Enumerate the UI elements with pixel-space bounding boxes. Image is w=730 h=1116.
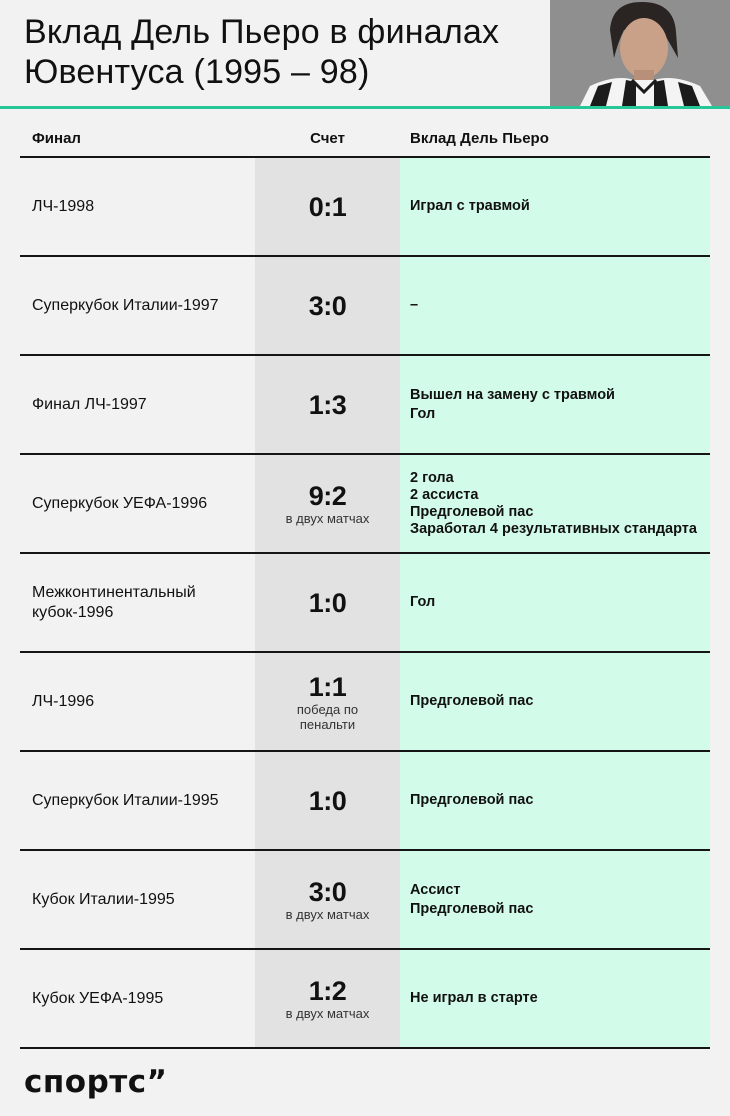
contribution-cell	[410, 455, 700, 552]
contribution-item: Предголевой пас	[410, 900, 534, 917]
score-note: победа по пенальти	[296, 701, 359, 732]
score-cell	[255, 653, 400, 750]
score-cell	[255, 554, 400, 651]
contribution-item: Вышел на замену с травмой	[410, 386, 615, 403]
final-name: ЛЧ-1998	[32, 197, 95, 215]
score-cell	[255, 257, 400, 354]
score-note: в двух матчах	[285, 1006, 370, 1021]
table-row	[20, 651, 710, 750]
column-header-score: Счет	[310, 130, 345, 147]
column-header-final: Финал	[32, 130, 81, 147]
table-row	[20, 453, 710, 552]
contribution-item: 2 гола	[410, 469, 454, 486]
score-value: 1:3	[308, 389, 347, 420]
score-value: 0:1	[308, 191, 347, 222]
table-row	[20, 156, 710, 255]
contribution-item: Заработал 4 результативных стандарта	[410, 520, 697, 537]
contribution-cell	[410, 356, 700, 453]
score-value: 3:0	[308, 877, 347, 907]
final-name: Суперкубок Италии-1995	[32, 791, 219, 809]
title-line-2: Ювентуса (1995 – 98)	[24, 53, 370, 91]
contribution-item: 2 ассиста	[410, 486, 479, 503]
table-row	[20, 354, 710, 453]
contribution-cell	[410, 554, 700, 651]
final-name: Кубок УЕФА-1995	[32, 989, 164, 1007]
table-row	[20, 948, 710, 1049]
score-cell	[255, 950, 400, 1047]
score-value: 9:2	[308, 481, 347, 511]
header-accent-line	[0, 106, 730, 109]
score-value: 1:0	[308, 785, 347, 816]
score-cell	[255, 356, 400, 453]
final-name: Финал ЛЧ-1997	[32, 395, 147, 413]
score-note: в двух матчах	[285, 907, 370, 922]
contribution-cell	[410, 851, 700, 948]
contribution-cell	[410, 257, 700, 354]
score-value: 3:0	[308, 290, 347, 321]
contribution-item: Ассист	[410, 881, 461, 898]
score-value: 1:1	[308, 671, 347, 702]
final-name: Суперкубок Италии-1997	[32, 296, 219, 314]
score-value: 1:2	[308, 976, 347, 1006]
score-cell	[255, 455, 400, 552]
table-row	[20, 552, 710, 651]
header	[0, 0, 730, 106]
score-cell	[255, 851, 400, 948]
player-photo	[550, 0, 730, 106]
final-name: Межконтинентальный кубок-1996	[32, 583, 196, 621]
table-row	[20, 750, 710, 849]
final-name: Кубок Италии-1995	[32, 890, 175, 908]
page-title	[24, 12, 544, 92]
final-name: ЛЧ-1996	[32, 692, 95, 710]
table-row	[20, 849, 710, 948]
contribution-item: –	[410, 297, 419, 313]
score-value: 1:0	[308, 587, 347, 618]
contribution-item: Гол	[410, 405, 436, 422]
score-cell	[255, 158, 400, 255]
table-row	[20, 255, 710, 354]
contribution-item: Предголевой пас	[410, 503, 534, 520]
score-cell	[255, 752, 400, 849]
contribution-cell	[410, 158, 700, 255]
score-note: в двух матчах	[285, 511, 370, 526]
finals-table	[20, 156, 710, 1049]
contribution-item: Предголевой пас	[410, 693, 534, 709]
contribution-cell	[410, 653, 700, 750]
final-name: Суперкубок УЕФА-1996	[32, 494, 208, 512]
column-header-contribution: Вклад Дель Пьеро	[410, 130, 549, 147]
title-line-1: Вклад Дель Пьеро в финалах	[24, 13, 500, 51]
contribution-cell	[410, 950, 700, 1047]
contribution-item: Предголевой пас	[410, 792, 534, 808]
player-portrait-image	[550, 0, 730, 106]
contribution-item: Играл с травмой	[410, 198, 530, 214]
sports-logo: спортс”	[24, 1064, 168, 1100]
contribution-item: Не играл в старте	[410, 990, 538, 1006]
contribution-item: Гол	[410, 594, 436, 610]
contribution-cell	[410, 752, 700, 849]
